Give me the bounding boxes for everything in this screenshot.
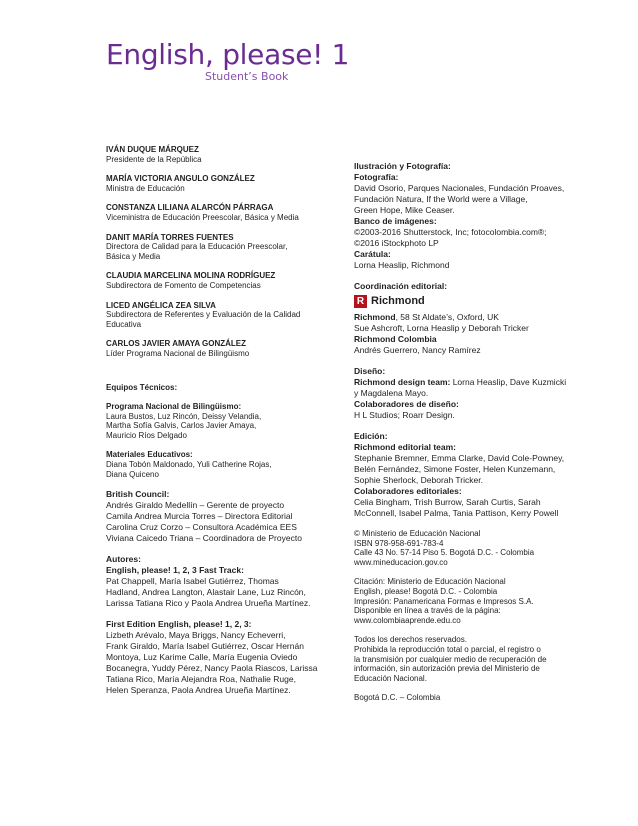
credit-line: Carolina Cruz Corzo – Consultora Académica EES bbox=[106, 522, 297, 533]
materiales-educativos bbox=[106, 450, 338, 479]
credit-line: la transmisión por cualquier medio de recuperación de bbox=[354, 654, 547, 664]
credit-line: www.colombiaaprende.edu.co bbox=[354, 615, 461, 625]
official-name: DANIT MARÍA TORRES FUENTES bbox=[106, 232, 234, 242]
official-name: MARÍA VICTORIA ANGULO GONZÁLEZ bbox=[106, 174, 255, 184]
section-subtitle: British Council: bbox=[106, 489, 170, 500]
design-team-line bbox=[354, 377, 594, 388]
official-role: Educativa bbox=[106, 319, 142, 329]
equipos-tecnicos-heading bbox=[106, 383, 338, 393]
credit-line: David Osorio, Parques Nacionales, Fundación Proaves, bbox=[354, 183, 565, 193]
richmond-name: Richmond bbox=[354, 312, 396, 322]
credit-line: Camila Andrea Murcia Torres – Directora Editorial bbox=[106, 511, 293, 522]
citacion bbox=[354, 577, 594, 625]
credit-line: Mauricio Ríos Delgado bbox=[106, 430, 187, 440]
ilustracion-fotografia bbox=[354, 161, 594, 271]
official-name: LICED ANGÉLICA ZEA SILVA bbox=[106, 300, 216, 310]
section-subtitle: Banco de imágenes: bbox=[354, 216, 437, 226]
edicion bbox=[354, 431, 594, 519]
credit-line: Celia Bingham, Trish Burrow, Sarah Curtis, Sarah bbox=[354, 497, 541, 507]
coordinacion-editorial bbox=[354, 281, 594, 356]
credit-line: Educación Nacional. bbox=[354, 673, 427, 683]
section-subtitle: English, please! 1, 2, 3 Fast Track: bbox=[106, 565, 244, 576]
official-6 bbox=[106, 301, 338, 330]
section-subtitle: Carátula: bbox=[354, 249, 391, 259]
official-1 bbox=[106, 145, 338, 164]
isbn: ISBN 978-958-691-783-4 bbox=[354, 538, 444, 548]
official-2 bbox=[106, 174, 338, 193]
design-team-names: Lorna Heaslip, Dave Kuzmicki bbox=[450, 377, 567, 387]
section-subtitle: Diseño: bbox=[354, 366, 386, 376]
credit-line: Andrés Guerrero, Nancy Ramírez bbox=[354, 345, 481, 355]
credit-line: Prohibida la reproducción total o parcial, el registro o bbox=[354, 644, 541, 654]
richmond-logo-mark: R bbox=[354, 295, 367, 308]
section-heading: Equipos Técnicos: bbox=[106, 382, 178, 392]
credit-line: Tatiana Rico, María Alejandra Roa, Nathalie Ruge, bbox=[106, 674, 296, 685]
section-subtitle: Programa Nacional de Bilingüismo: bbox=[106, 402, 242, 412]
credit-line: English, please! Bogotá D.C. - Colombia bbox=[354, 586, 498, 596]
official-5 bbox=[106, 271, 338, 290]
official-4 bbox=[106, 233, 338, 262]
credit-line: ©2003-2016 Shutterstock, Inc; fotocolombia.com®; bbox=[354, 227, 547, 237]
book-subtitle: Student’s Book bbox=[205, 70, 289, 83]
credit-line: © Ministerio de Educación Nacional bbox=[354, 529, 481, 538]
derechos bbox=[354, 635, 594, 683]
section-subtitle: Colaboradores de diseño: bbox=[354, 399, 459, 409]
credit-line: Lorna Heaslip, Richmond bbox=[354, 260, 450, 270]
section-subtitle: Fotografía: bbox=[354, 172, 399, 182]
place bbox=[354, 693, 594, 703]
section-subtitle: Richmond Colombia bbox=[354, 334, 437, 344]
official-name: CONSTANZA LILIANA ALARCÓN PÁRRAGA bbox=[106, 203, 274, 213]
credit-line: Stephanie Bremner, Emma Clarke, David Cole-Powney, bbox=[354, 453, 565, 463]
section-subtitle: First Edition English, please! 1, 2, 3: bbox=[106, 619, 252, 630]
programa-bilinguismo bbox=[106, 402, 338, 440]
credit-line: Green Hope, Mike Ceaser. bbox=[354, 205, 455, 215]
richmond-logo bbox=[354, 295, 594, 308]
credit-line: Diana Tobón Maldonado, Yuli Catherine Rojas, bbox=[106, 460, 272, 470]
credit-line: Montoya, Luz Karime Calle, María Eugenia Oviedo bbox=[106, 652, 298, 663]
credit-line: ©2016 iStockphoto LP bbox=[354, 238, 439, 248]
richmond-address-line bbox=[354, 312, 594, 323]
official-7 bbox=[106, 339, 338, 358]
official-role: Básica y Media bbox=[106, 251, 161, 261]
credit-line: www.mineducacion.gov.co bbox=[354, 557, 448, 567]
section-subtitle: Coordinación editorial: bbox=[354, 281, 448, 291]
official-name: CARLOS JAVIER AMAYA GONZÁLEZ bbox=[106, 339, 247, 349]
credit-line: Belén Fernández, Simone Foster, Helen Kunzemann, bbox=[354, 464, 556, 474]
section-subtitle: Autores: bbox=[106, 554, 141, 565]
credit-line: Hadland, Andrea Langton, Alastair Lane, Luz Rincón, bbox=[106, 587, 306, 598]
credit-line: H L Studios; Roarr Design. bbox=[354, 410, 455, 420]
credits-right-column bbox=[354, 161, 594, 713]
official-role: Presidente de la República bbox=[106, 154, 202, 164]
credit-line: Todos los derechos reservados. bbox=[354, 635, 467, 645]
official-role: Subdirectora de Fomento de Competencias bbox=[106, 280, 261, 290]
credit-line: Viviana Caicedo Triana – Coordinadora de Proyecto bbox=[106, 533, 302, 544]
richmond-address: , 58 St Aldate’s, Oxford, UK bbox=[395, 312, 499, 322]
credit-line: Andrés Giraldo Medellín – Gerente de proyecto bbox=[106, 500, 285, 511]
credit-line: y Magdalena Mayo. bbox=[354, 388, 429, 398]
autores bbox=[106, 554, 338, 609]
credit-line: información, sin autorización previa del Ministerio de bbox=[354, 664, 540, 674]
official-3 bbox=[106, 203, 338, 222]
credit-line: Sophie Sherlock, Deborah Tricker. bbox=[354, 475, 483, 485]
credit-line: Disponible en línea a través de la página: bbox=[354, 606, 501, 616]
credit-line: Frank Giraldo, María Isabel Gutiérrez, Oscar Hernán bbox=[106, 641, 304, 652]
credits-left-column bbox=[106, 145, 338, 706]
section-subtitle: Richmond editorial team: bbox=[354, 442, 457, 452]
credit-line: Laura Bustos, Luz Rincón, Deissy Velandia, bbox=[106, 411, 262, 421]
credit-line: Fundación Natura, If the World were a Village, bbox=[354, 194, 528, 204]
credit-line: Martha Sofía Galvis, Carlos Javier Amaya, bbox=[106, 421, 257, 431]
first-edition-authors bbox=[106, 619, 338, 696]
official-name: IVÁN DUQUE MÁRQUEZ bbox=[106, 145, 199, 154]
section-subtitle: Materiales Educativos: bbox=[106, 450, 193, 460]
credit-line: Lizbeth Arévalo, Maya Briggs, Nancy Echeverri, bbox=[106, 630, 286, 641]
design-team-label: Richmond design team: bbox=[354, 377, 451, 387]
credit-line: Pat Chappell, María Isabel Gutiérrez, Thomas bbox=[106, 576, 279, 587]
credit-line: Citación: Ministerio de Educación Nacional bbox=[354, 577, 506, 587]
british-council bbox=[106, 489, 338, 544]
official-role: Viceministra de Educación Preescolar, Básica y Media bbox=[106, 212, 299, 222]
credit-line: Helen Speranza, Paola Andrea Urueña Martínez. bbox=[106, 685, 291, 696]
richmond-logo-word: Richmond bbox=[371, 295, 425, 307]
place-line: Bogotá D.C. – Colombia bbox=[354, 693, 441, 703]
credit-line: Larissa Tatiana Rico y Paola Andrea Urueña Martínez. bbox=[106, 598, 311, 609]
book-title: English, please! 1 bbox=[106, 38, 350, 71]
official-role: Ministra de Educación bbox=[106, 183, 185, 193]
section-subtitle: Edición: bbox=[354, 431, 388, 441]
credit-line: Bocanegra, Yuddy Pérez, Nancy Paola Riascos, Larissa bbox=[106, 663, 318, 674]
official-role: Directora de Calidad para la Educación Preescolar, bbox=[106, 242, 288, 252]
official-role: Líder Programa Nacional de Bilingüismo bbox=[106, 348, 250, 358]
official-name: CLAUDIA MARCELINA MOLINA RODRÍGUEZ bbox=[106, 271, 276, 281]
credit-line: McConnell, Isabel Palma, Tania Pattison, Kerry Powell bbox=[354, 508, 559, 518]
credit-line: Diana Quiceno bbox=[106, 469, 159, 479]
credit-line: Impresión: Panamericana Formas e Impresos S.A. bbox=[354, 596, 534, 606]
credit-line: Sue Ashcroft, Lorna Heaslip y Deborah Tricker bbox=[354, 323, 529, 333]
section-subtitle: Ilustración y Fotografía: bbox=[354, 161, 451, 171]
ministerio-info bbox=[354, 529, 594, 567]
diseno bbox=[354, 366, 594, 421]
section-subtitle: Colaboradores editoriales: bbox=[354, 486, 462, 496]
credit-line: Calle 43 No. 57-14 Piso 5. Bogotá D.C. - Colombia bbox=[354, 548, 535, 558]
official-role: Subdirectora de Referentes y Evaluación de la Calidad bbox=[106, 310, 301, 320]
